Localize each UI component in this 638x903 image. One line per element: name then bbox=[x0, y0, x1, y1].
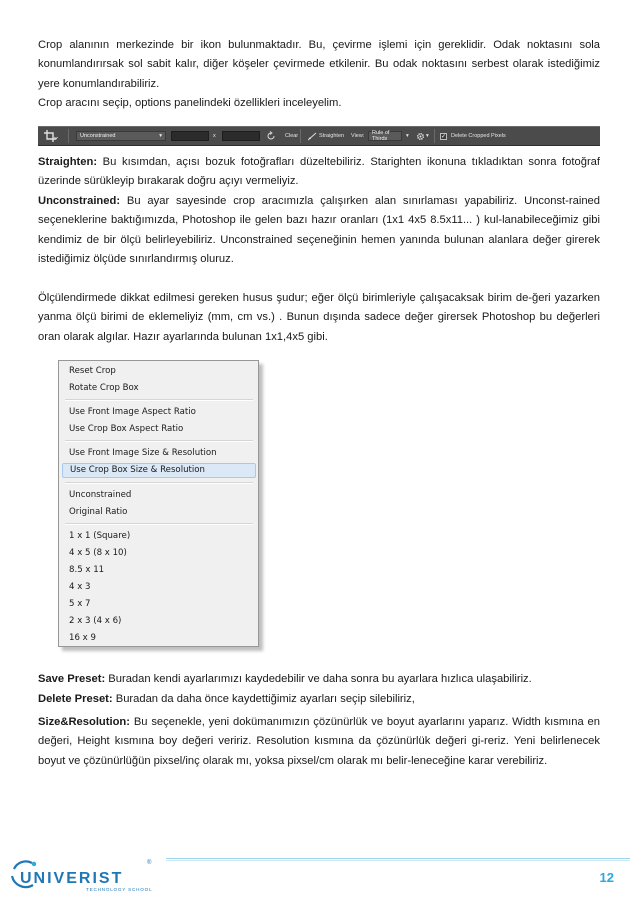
straighten-button[interactable]: Straighten bbox=[319, 133, 345, 139]
save-preset-paragraph bbox=[38, 670, 600, 689]
menu-item-ratio-8-5x11[interactable]: 8.5 x 11 bbox=[69, 565, 105, 575]
menu-separator bbox=[65, 440, 253, 442]
size-resolution-term: Size&Resolution: bbox=[38, 716, 130, 728]
menu-item-ratio-2x3[interactable]: 2 x 3 (4 x 6) bbox=[69, 616, 122, 626]
view-overlay-value: Rule of Thirds bbox=[372, 130, 390, 142]
size-resolution-text: Bu seçenekle, yeni dokümanımızın çözünürlük ve boyut ayarlarını yaparız. Width kısmına en değeri, Height kısmına boy değeri veririz. Resolution kısmına da çözünürlük değeri gi-reriz. Yeni belirlenecek boyut ve çözünürlüğün pixsel/inç olarak mı, yoksa pixsel/cm olarak mı belir-leneceğine karar verebiliriz. bbox=[38, 716, 600, 767]
save-preset-term: Save Preset: bbox=[38, 673, 106, 685]
clear-button[interactable]: Clear bbox=[285, 133, 299, 139]
menu-item-crop-box-size-resolution[interactable]: Use Crop Box Size & Resolution bbox=[62, 463, 256, 478]
menu-item-ratio-4x5[interactable]: 4 x 5 (8 x 10) bbox=[69, 548, 127, 558]
chevron-down-icon[interactable]: ▾ bbox=[406, 133, 409, 139]
page-number: 12 bbox=[599, 870, 614, 885]
menu-item-ratio-5x7[interactable]: 5 x 7 bbox=[69, 599, 91, 609]
swap-icon[interactable] bbox=[266, 127, 276, 145]
menu-item-ratio-1x1[interactable]: 1 x 1 (Square) bbox=[69, 531, 131, 541]
registered-mark: ® bbox=[147, 860, 152, 866]
menu-separator bbox=[65, 482, 253, 484]
unconstrained-text: Bu ayar sayesinde crop aracımızla çalışırken alan sınırlaması yapabiliriz. Unconst-rained seçeneklerine baktığımızda, Photoshop ile gelen bazı hazır oranları (1x1 4x5 8.5x11... ) kul-lanabileceğimiz gibi kendimiz de bir ölçü belirleyebiliriz. Unconstrained seçeneğinin hemen yanında bulunan alanlara değer girerek istediğimiz ölçüde sınırlandırmış oluruz. bbox=[38, 195, 600, 266]
delete-cropped-label: Delete Cropped Pixels bbox=[451, 133, 506, 139]
menu-item-front-image-size-resolution[interactable]: Use Front Image Size & Resolution bbox=[69, 448, 217, 458]
delete-cropped-checkbox[interactable]: ✓ bbox=[441, 133, 447, 140]
save-preset-text: Buradan kendi ayarlarımızı kaydedebilir ve daha sonra bu ayarlara hızlıca ulaşabiliriz. bbox=[105, 673, 532, 685]
straighten-icon[interactable] bbox=[308, 127, 317, 145]
view-overlay-select[interactable] bbox=[368, 131, 402, 141]
logo-wordmark: UNIVERIST bbox=[20, 870, 124, 887]
delete-preset-paragraph bbox=[38, 690, 600, 709]
menu-item-original-ratio[interactable]: Original Ratio bbox=[69, 507, 128, 517]
univerist-logo bbox=[6, 854, 166, 894]
gear-icon[interactable] bbox=[416, 127, 425, 145]
menu-item-crop-box-aspect-ratio[interactable]: Use Crop Box Aspect Ratio bbox=[69, 424, 184, 434]
ratio-preset-value: Unconstrained bbox=[80, 133, 116, 139]
logo-subtext: TECHNOLOGY SCHOOL bbox=[86, 887, 153, 892]
size-resolution-paragraph bbox=[38, 713, 600, 771]
delete-preset-text: Buradan da daha önce kaydettiğimiz ayarları seçip silebiliriz, bbox=[112, 693, 415, 705]
crop-ratio-menu bbox=[58, 360, 259, 647]
toolbar-separator bbox=[68, 129, 69, 143]
height-ratio-input[interactable] bbox=[222, 131, 260, 141]
crop-tool-intro: Crop aracını seçip, options panelindeki özellikleri inceleyelim. bbox=[38, 97, 342, 109]
toolbar-separator bbox=[434, 129, 435, 143]
menu-separator bbox=[65, 523, 253, 525]
ratio-preset-select[interactable] bbox=[76, 131, 166, 141]
menu-separator bbox=[65, 399, 253, 401]
crop-options-toolbar bbox=[38, 126, 600, 146]
menu-item-front-image-aspect-ratio[interactable]: Use Front Image Aspect Ratio bbox=[69, 407, 196, 417]
menu-item-ratio-16x9[interactable]: 16 x 9 bbox=[69, 633, 96, 643]
straighten-text: Bu kısımdan, açısı bozuk fotoğrafları düzeltebiliriz. Starighten ikonuna tıkladıktan sonra fotoğraf üzerinde sürükleyip bırakarak doğru açıyı vermeliyiz. bbox=[38, 156, 600, 188]
unconstrained-term: Unconstrained: bbox=[38, 195, 121, 207]
menu-item-unconstrained[interactable]: Unconstrained bbox=[69, 490, 132, 500]
menu-item-reset-crop[interactable]: Reset Crop bbox=[69, 366, 116, 376]
measurement-paragraph: Ölçülendirmede dikkat edilmesi gereken husus şudur; eğer ölçü birimleriyle çalışacaksak birim de-ğeri yazarken yanma ölçü birimi de eklemeliyiz (mm, cm vs.) . Bunun dışında sadece değer girersek Photoshop bu değerleri oran olarak algılar. Hazır ayarlarında bulunan 1x1,4x5 gibi. bbox=[38, 292, 600, 343]
intro-paragraph: Crop alanının merkezinde bir ikon bulunmaktadır. Bu, çevirme işlemi için gereklidir. Odak noktasını sola konumlandırırsak sol sabit kalır, diğer köşeler çevirmede etkilenir. Bu odak noktasını serbest olarak istediğimiz yere konumlandırabiliriz. bbox=[38, 39, 600, 90]
width-ratio-input[interactable] bbox=[171, 131, 209, 141]
menu-item-rotate-crop-box[interactable]: Rotate Crop Box bbox=[69, 383, 139, 393]
unconstrained-paragraph bbox=[38, 192, 600, 270]
crop-tool-icon[interactable] bbox=[44, 127, 58, 145]
chevron-down-icon[interactable]: ▾ bbox=[426, 133, 429, 139]
chevron-down-icon: ▾ bbox=[159, 133, 162, 139]
straighten-paragraph bbox=[38, 153, 600, 192]
view-label: View: bbox=[351, 133, 365, 139]
ratio-separator-label: x bbox=[213, 133, 216, 139]
straighten-term: Straighten: bbox=[38, 156, 98, 168]
menu-item-ratio-4x3[interactable]: 4 x 3 bbox=[69, 582, 91, 592]
toolbar-separator bbox=[300, 129, 301, 143]
delete-preset-term: Delete Preset: bbox=[38, 693, 113, 705]
